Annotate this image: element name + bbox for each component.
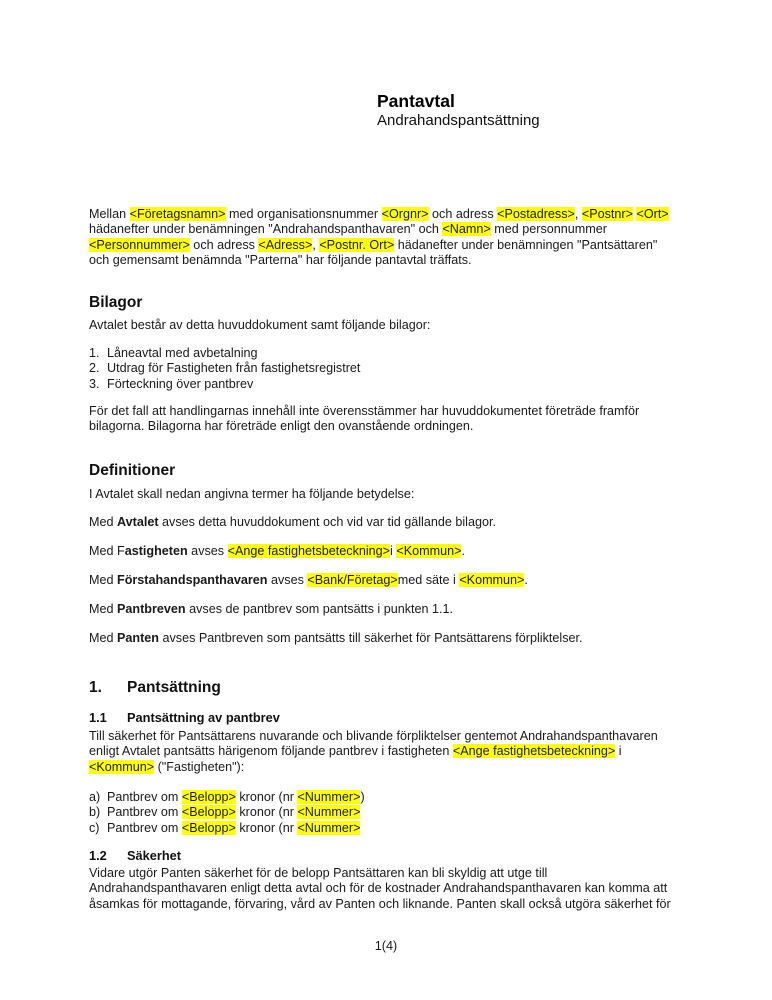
pantbrev-list (89, 790, 365, 836)
text-run: Med (89, 631, 117, 645)
definition-item (89, 544, 465, 559)
text-run: . (461, 544, 465, 558)
placeholder-field: <Nummer> (297, 820, 361, 835)
defined-term: Pantbreven (117, 602, 186, 616)
placeholder-field: <Ange fastighetsbeteckning> (227, 544, 391, 558)
definitioner-intro: I Avtalet skall nedan angivna termer ha följande betydelse: (89, 487, 415, 501)
text-run: , (312, 237, 320, 252)
text-run: Med (89, 515, 117, 529)
definition-item (89, 602, 453, 617)
section-heading-pantsattning: Pantsättning (127, 679, 221, 696)
section-heading-definitioner: Definitioner (89, 462, 176, 479)
list-item: b) Pantbrev om <Belopp> kronor (nr <Nummer> (89, 805, 361, 820)
subsection-number: 1.1 (89, 710, 107, 725)
text-run: Med F (89, 544, 125, 558)
text-run: med organisationsnummer (225, 207, 382, 221)
list-item: 3. Förteckning över pantbrev (89, 376, 254, 391)
text-run: Med (89, 602, 117, 616)
text-run: Pantbrev om (107, 820, 182, 835)
placeholder-field: <Postadress> (497, 207, 575, 221)
text-run: i (390, 544, 397, 558)
list-item: 2. Utdrag för Fastigheten från fastighetsregistret (89, 361, 361, 376)
document-title: Pantavtal (377, 91, 455, 111)
placeholder-field: <Kommun> (396, 544, 462, 558)
placeholder-field: <Namn> (442, 222, 491, 237)
placeholder-field: <Postnr> (581, 207, 633, 221)
text-run: med säte i (397, 573, 460, 587)
text-run: enligt Avtalet pantsätts härigenom följande pantbrev i fastigheten (89, 744, 453, 759)
placeholder-field: <Företagsnamn> (129, 207, 226, 221)
text-run: avses (267, 573, 308, 587)
placeholder-field: <Ange fastighetsbeteckning> (452, 744, 616, 759)
text-run: , (574, 207, 582, 221)
intro-line (89, 253, 669, 268)
subsection-heading: Pantsättning av pantbrev (127, 710, 280, 725)
text-run: kronor (nr (235, 790, 298, 804)
placeholder-field: <Belopp> (181, 805, 236, 820)
text-run: Pantbrev om (107, 790, 182, 804)
defined-term: Panten (117, 631, 159, 645)
text-run: hädanefter under benämningen "Andrahandspanthavaren" och (89, 222, 443, 237)
bilagor-intro: Avtalet består av detta huvuddokument samt följande bilagor: (89, 318, 431, 332)
list-item: a) Pantbrev om <Belopp> kronor (nr <Nummer>) (89, 790, 365, 804)
intro-line (89, 207, 669, 222)
placeholder-field: <Orgnr> (381, 207, 429, 221)
placeholder-field: <Nummer> (297, 805, 361, 820)
subsection-body: Vidare utgör Panten säkerhet för de belopp Pantsättaren kan bli skyldig att utge till Andrahandspanthavaren enligt detta avtal och för de kostnader Andrahandspanthavaren kan komma att åsamkas för mottagande, förvaring, vård av Panten och liknande. Panten skall också utgöra säkerhet för (89, 866, 671, 911)
placeholder-field: <Adress> (258, 237, 313, 252)
text-run: och gemensamt benämnda "Parterna" har följande pantavtal träffats. (89, 252, 472, 267)
text-run: med personnummer (490, 222, 607, 237)
text-run: avses detta huvuddokument och vid var tid gällande bilagor. (158, 515, 496, 529)
section-number: 1. (89, 679, 102, 696)
text-run: avses de pantbrev som pantsätts i punkten 1.1. (185, 602, 454, 616)
text-run: kronor (nr (235, 820, 298, 835)
intro-line (89, 222, 669, 237)
definition-item (89, 573, 528, 588)
placeholder-field: <Personnummer> (89, 237, 190, 252)
defined-term: Avtalet (117, 515, 159, 529)
text-run: avses (187, 544, 228, 558)
text-run: ) (360, 790, 365, 804)
placeholder-field: <Kommun> (89, 759, 155, 774)
page-number: 1(4) (374, 939, 398, 953)
subsection-body (89, 729, 658, 775)
defined-term: astigheten (124, 544, 188, 558)
placeholder-field: <Bank/Företag> (307, 573, 398, 587)
document-subtitle: Andrahandspantsättning (377, 112, 540, 129)
bilagor-outro: För det fall att handlingarnas innehåll inte överensstämmer har huvuddokumentet företräde framför bilagorna. Bilagorna har företräde enligt den ovanstående ordningen. (89, 404, 640, 434)
text-run: Med (89, 573, 117, 587)
text-run: avses Pantbreven som pantsätts till säkerhet för Pantsättarens förpliktelser. (159, 631, 583, 645)
list-item: 1. Låneavtal med avbetalning (89, 346, 258, 360)
subsection-number: 1.2 (89, 848, 107, 863)
placeholder-field: <Ort> (636, 207, 669, 221)
intro-paragraph (89, 207, 669, 268)
text-run: . (524, 573, 528, 587)
section-heading-bilagor: Bilagor (89, 294, 143, 311)
text-run: ("Fastigheten"): (154, 759, 245, 774)
text-run: hädanefter under benämningen "Pantsättaren" (394, 237, 658, 252)
definition-item (89, 515, 496, 530)
placeholder-field: <Postnr. Ort> (319, 237, 395, 252)
subsection-heading: Säkerhet (127, 848, 182, 863)
list-item: c) Pantbrev om <Belopp> kronor (nr <Nummer> (89, 820, 361, 835)
text-run: och adress (189, 237, 259, 252)
text-run: kronor (nr (235, 805, 298, 820)
definition-item (89, 631, 583, 646)
text-run: Mellan (89, 207, 130, 221)
text-run: och adress (428, 207, 498, 221)
placeholder-field: <Belopp> (181, 820, 236, 835)
placeholder-field: <Kommun> (459, 573, 525, 587)
defined-term: Förstahandspanthavaren (117, 573, 268, 587)
text-run: Pantbrev om (107, 805, 182, 820)
bilagor-list (89, 346, 360, 392)
placeholder-field: <Belopp> (181, 790, 236, 804)
intro-line (89, 238, 669, 253)
text-run: i (615, 744, 622, 759)
text-run: Till säkerhet för Pantsättarens nuvarande och blivande förpliktelser gentemot Andrahandspanthavaren (89, 729, 658, 743)
placeholder-field: <Nummer> (297, 790, 361, 804)
